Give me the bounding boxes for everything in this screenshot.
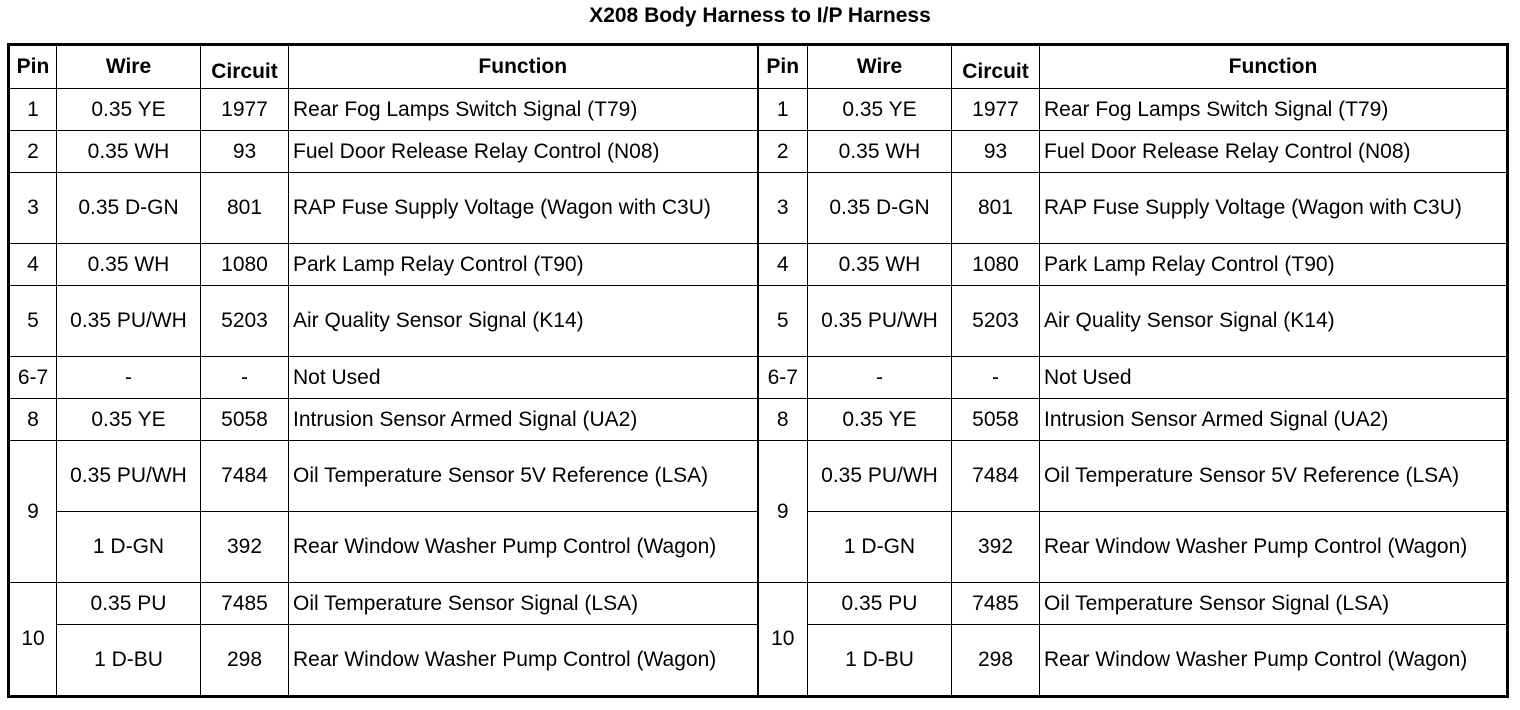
wire-cell: 0.35 WH (808, 244, 952, 286)
circuit-cell: - (201, 357, 289, 399)
function-cell: Intrusion Sensor Armed Signal (UA2) (1040, 399, 1508, 441)
circuit-cell: 5058 (201, 399, 289, 441)
function-cell: Not Used (289, 357, 758, 399)
wire-cell: 0.35 WH (808, 131, 952, 173)
pin-cell: 9 (758, 441, 808, 583)
function-cell: Fuel Door Release Relay Control (N08) (1040, 131, 1508, 173)
header-circuit: Circuit (952, 45, 1040, 89)
circuit-cell: 801 (201, 173, 289, 244)
pin-cell: 6-7 (9, 357, 57, 399)
header-pin: Pin (9, 45, 57, 89)
table-row (9, 357, 1508, 399)
wire-cell: 0.35 WH (57, 131, 201, 173)
wire-cell: 1 D-GN (57, 512, 201, 583)
function-cell: Fuel Door Release Relay Control (N08) (289, 131, 758, 173)
wire-cell: 0.35 PU (57, 583, 201, 625)
wire-cell: 0.35 D-GN (808, 173, 952, 244)
function-cell: Park Lamp Relay Control (T90) (1040, 244, 1508, 286)
circuit-cell: 7485 (201, 583, 289, 625)
circuit-cell: 7484 (201, 441, 289, 512)
wire-cell: - (808, 357, 952, 399)
function-cell: Air Quality Sensor Signal (K14) (1040, 286, 1508, 357)
wire-cell: 0.35 YE (57, 399, 201, 441)
circuit-cell: 1080 (952, 244, 1040, 286)
circuit-cell: 801 (952, 173, 1040, 244)
document-title: X208 Body Harness to I/P Harness (589, 4, 931, 27)
pin-cell: 1 (758, 89, 808, 131)
circuit-cell: 1080 (201, 244, 289, 286)
wire-cell: 0.35 YE (808, 399, 952, 441)
function-cell: Rear Window Washer Pump Control (Wagon) (289, 625, 758, 697)
header-function: Function (289, 45, 758, 89)
function-cell: Rear Window Washer Pump Control (Wagon) (1040, 512, 1508, 583)
wire-cell: 0.35 PU/WH (808, 441, 952, 512)
function-cell: Rear Window Washer Pump Control (Wagon) (1040, 625, 1508, 697)
pin-cell: 1 (9, 89, 57, 131)
wire-cell: 0.35 YE (57, 89, 201, 131)
circuit-cell: 7485 (952, 583, 1040, 625)
pin-cell: 3 (758, 173, 808, 244)
header-row (9, 45, 1508, 89)
pin-cell: 8 (9, 399, 57, 441)
function-cell: Rear Fog Lamps Switch Signal (T79) (289, 89, 758, 131)
pin-cell: 4 (9, 244, 57, 286)
header-wire: Wire (808, 45, 952, 89)
circuit-cell: 5203 (952, 286, 1040, 357)
header-pin: Pin (758, 45, 808, 89)
circuit-cell: - (952, 357, 1040, 399)
function-cell: Air Quality Sensor Signal (K14) (289, 286, 758, 357)
circuit-cell: 7484 (952, 441, 1040, 512)
circuit-cell: 5203 (201, 286, 289, 357)
circuit-cell: 392 (201, 512, 289, 583)
wire-cell: 1 D-BU (808, 625, 952, 697)
circuit-cell: 298 (201, 625, 289, 697)
circuit-cell: 1977 (952, 89, 1040, 131)
function-cell: Park Lamp Relay Control (T90) (289, 244, 758, 286)
circuit-cell: 5058 (952, 399, 1040, 441)
circuit-cell: 392 (952, 512, 1040, 583)
function-cell: Not Used (1040, 357, 1508, 399)
table-row (9, 89, 1508, 131)
pin-cell: 10 (758, 583, 808, 697)
pin-cell: 5 (758, 286, 808, 357)
wire-cell: 0.35 PU (808, 583, 952, 625)
circuit-cell: 298 (952, 625, 1040, 697)
wire-cell: 1 D-GN (808, 512, 952, 583)
circuit-cell: 93 (201, 131, 289, 173)
function-cell: RAP Fuse Supply Voltage (Wagon with C3U) (289, 173, 758, 244)
function-cell: Rear Window Washer Pump Control (Wagon) (289, 512, 758, 583)
header-wire: Wire (57, 45, 201, 89)
circuit-cell: 93 (952, 131, 1040, 173)
table-row (9, 131, 1508, 173)
table-row (9, 173, 1508, 244)
wire-cell: 0.35 PU/WH (57, 286, 201, 357)
function-cell: Oil Temperature Sensor Signal (LSA) (1040, 583, 1508, 625)
pin-cell: 5 (9, 286, 57, 357)
function-cell: RAP Fuse Supply Voltage (Wagon with C3U) (1040, 173, 1508, 244)
pin-cell: 8 (758, 399, 808, 441)
table-row (9, 286, 1508, 357)
pin-cell: 6-7 (758, 357, 808, 399)
pin-cell: 9 (9, 441, 57, 583)
table-row (9, 441, 1508, 512)
pin-cell: 2 (9, 131, 57, 173)
wire-cell: 0.35 PU/WH (57, 441, 201, 512)
function-cell: Oil Temperature Sensor 5V Reference (LSA) (289, 441, 758, 512)
wire-cell: - (57, 357, 201, 399)
wire-cell: 0.35 WH (57, 244, 201, 286)
wire-cell: 1 D-BU (57, 625, 201, 697)
function-cell: Oil Temperature Sensor Signal (LSA) (289, 583, 758, 625)
wire-cell: 0.35 PU/WH (808, 286, 952, 357)
pin-cell: 10 (9, 583, 57, 697)
pin-cell: 2 (758, 131, 808, 173)
circuit-cell: 1977 (201, 89, 289, 131)
table-row (9, 583, 1508, 625)
function-cell: Intrusion Sensor Armed Signal (UA2) (289, 399, 758, 441)
function-cell: Oil Temperature Sensor 5V Reference (LSA) (1040, 441, 1508, 512)
wire-cell: 0.35 YE (808, 89, 952, 131)
function-cell: Rear Fog Lamps Switch Signal (T79) (1040, 89, 1508, 131)
header-function: Function (1040, 45, 1508, 89)
wire-cell: 0.35 D-GN (57, 173, 201, 244)
table-row (9, 244, 1508, 286)
pin-cell: 4 (758, 244, 808, 286)
header-circuit: Circuit (201, 45, 289, 89)
table-row (9, 399, 1508, 441)
connector-pinout-table (7, 43, 1509, 698)
pin-cell: 3 (9, 173, 57, 244)
